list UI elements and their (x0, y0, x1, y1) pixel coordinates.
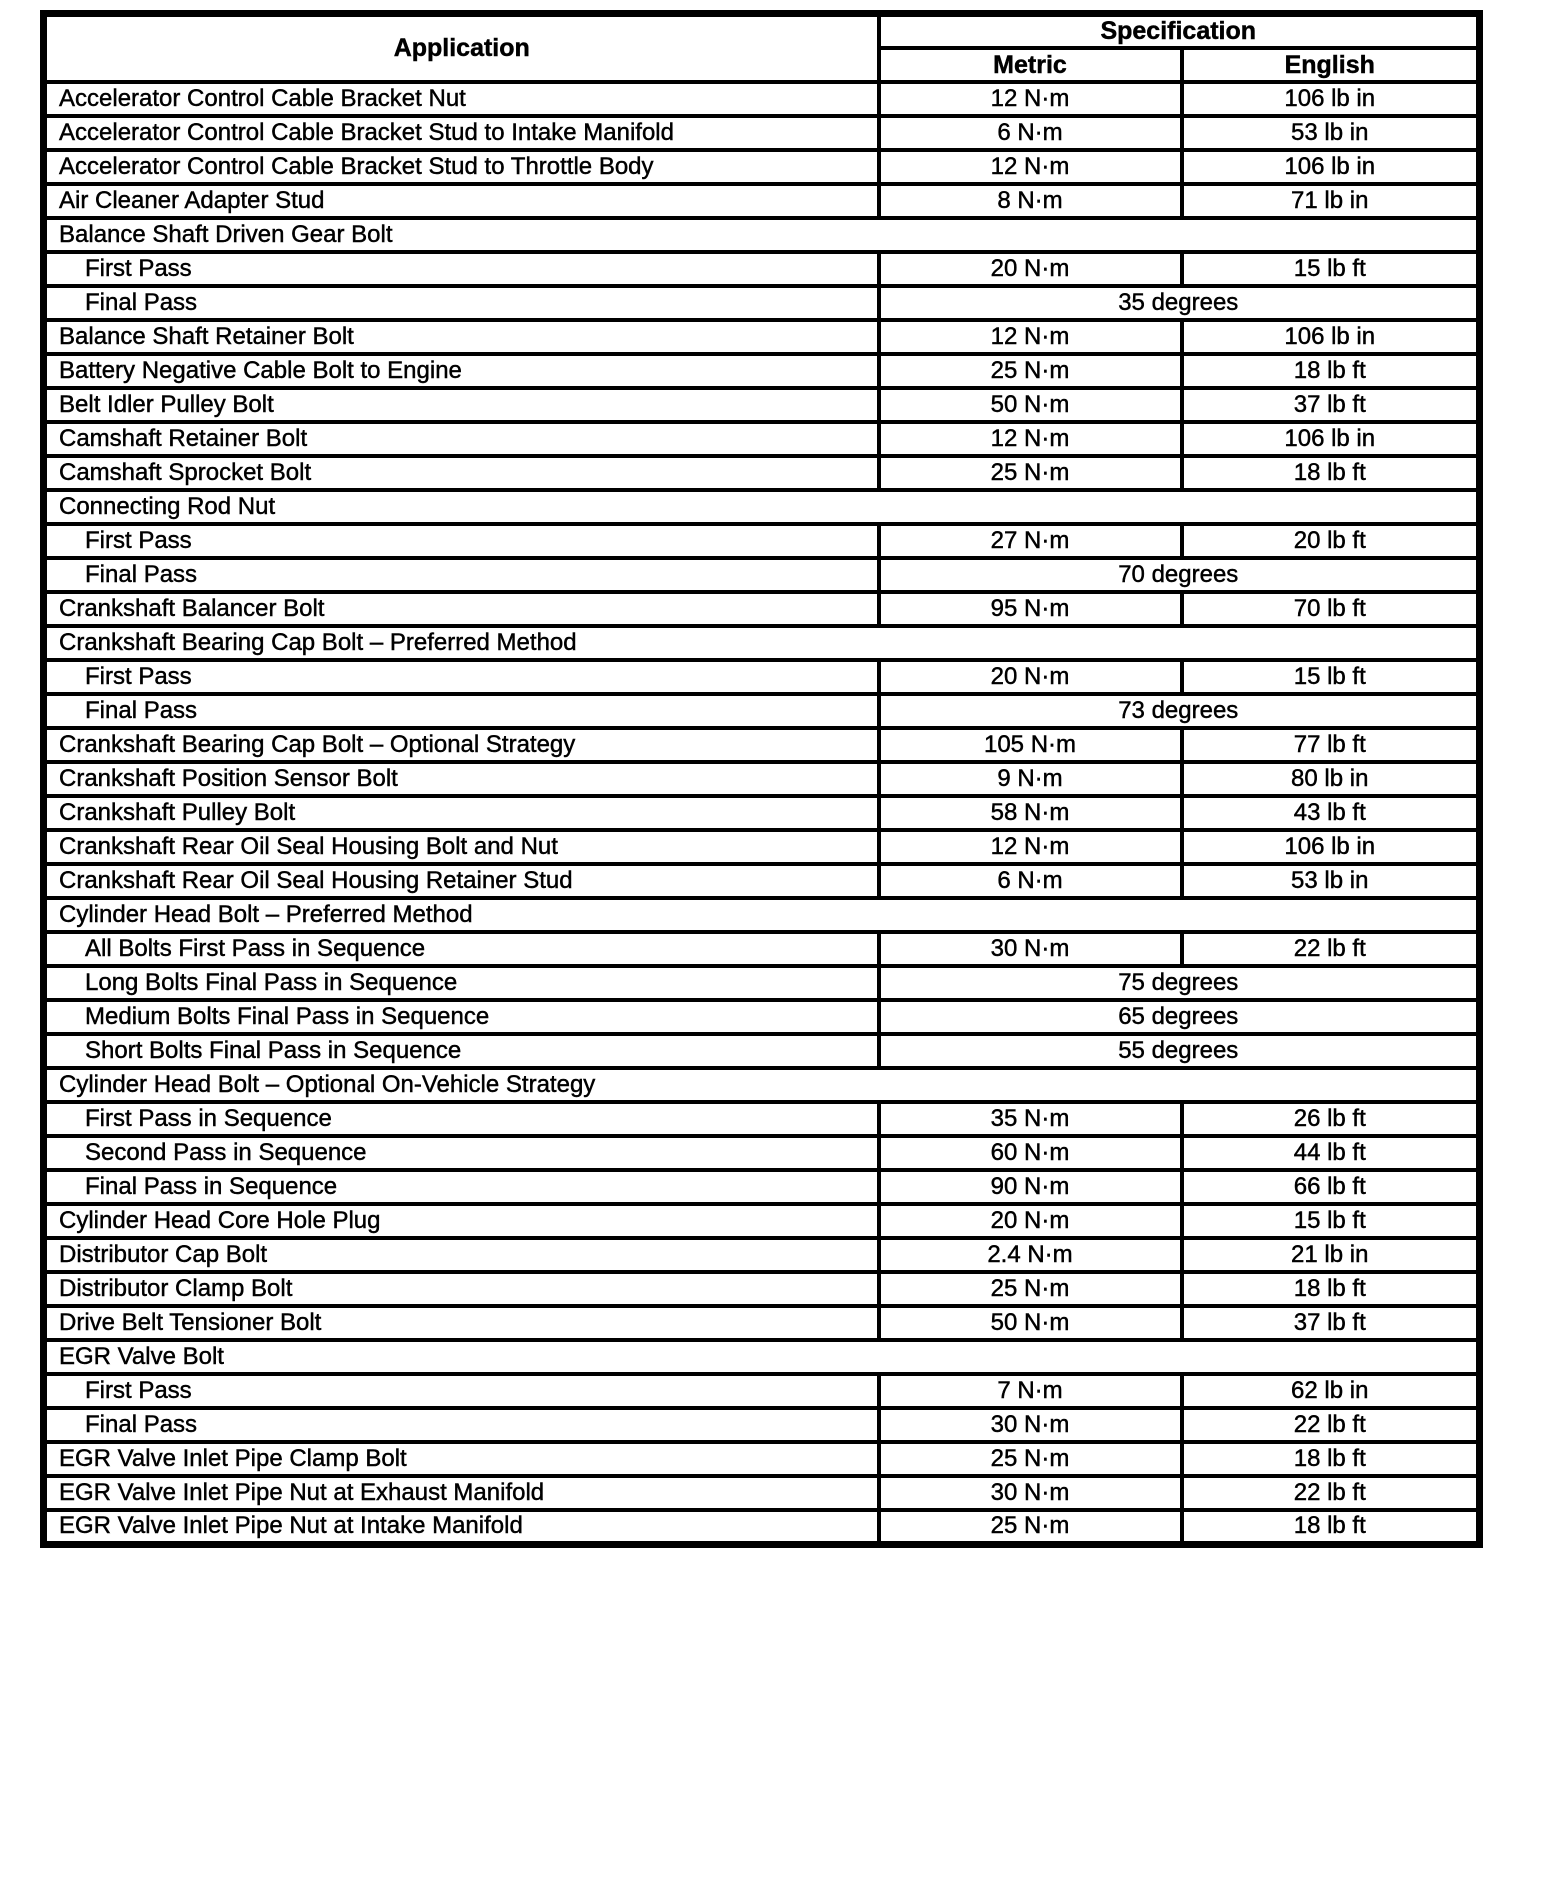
metric-value-cell: 6 N·m (879, 116, 1182, 150)
english-value-cell: 70 lb ft (1182, 592, 1480, 626)
table-row (44, 320, 1480, 354)
english-value-cell: 18 lb ft (1182, 354, 1480, 388)
english-value-cell: 18 lb ft (1182, 1272, 1480, 1306)
application-cell: Crankshaft Position Sensor Bolt (44, 762, 879, 796)
english-value-cell: 71 lb in (1182, 184, 1480, 218)
metric-value-cell: 25 N·m (879, 1510, 1182, 1544)
metric-value-cell: 30 N·m (879, 1476, 1182, 1510)
application-cell: First Pass (44, 1374, 879, 1408)
table-row (44, 864, 1480, 898)
table-row (44, 592, 1480, 626)
english-value-cell: 106 lb in (1182, 320, 1480, 354)
section-label-cell: Cylinder Head Bolt – Optional On-Vehicle Strategy (44, 1068, 1480, 1102)
application-cell: Medium Bolts Final Pass in Sequence (44, 1000, 879, 1034)
table-row (44, 422, 1480, 456)
table-row (44, 1408, 1480, 1442)
application-cell: Crankshaft Rear Oil Seal Housing Retainer Stud (44, 864, 879, 898)
english-value-cell: 62 lb in (1182, 1374, 1480, 1408)
metric-value-cell: 27 N·m (879, 524, 1182, 558)
application-cell: Crankshaft Pulley Bolt (44, 796, 879, 830)
table-row (44, 1442, 1480, 1476)
table-row (44, 1374, 1480, 1408)
metric-value-cell: 12 N·m (879, 422, 1182, 456)
application-cell: Air Cleaner Adapter Stud (44, 184, 879, 218)
application-cell: Battery Negative Cable Bolt to Engine (44, 354, 879, 388)
english-value-cell: 37 lb ft (1182, 388, 1480, 422)
table-row (44, 524, 1480, 558)
application-cell: Accelerator Control Cable Bracket Stud to Throttle Body (44, 150, 879, 184)
english-value-cell: 26 lb ft (1182, 1102, 1480, 1136)
english-value-cell: 18 lb ft (1182, 1510, 1480, 1544)
application-cell: Final Pass in Sequence (44, 1170, 879, 1204)
table-row (44, 1170, 1480, 1204)
metric-value-cell: 20 N·m (879, 1204, 1182, 1238)
table-row (44, 116, 1480, 150)
metric-value-cell: 25 N·m (879, 354, 1182, 388)
metric-value-cell: 25 N·m (879, 456, 1182, 490)
section-row (44, 626, 1480, 660)
table-row (44, 252, 1480, 286)
application-cell: First Pass (44, 524, 879, 558)
english-value-cell: 21 lb in (1182, 1238, 1480, 1272)
metric-value-cell: 8 N·m (879, 184, 1182, 218)
table-row (44, 1476, 1480, 1510)
metric-value-cell: 25 N·m (879, 1442, 1182, 1476)
english-value-cell: 43 lb ft (1182, 796, 1480, 830)
application-cell: Final Pass (44, 694, 879, 728)
table-row (44, 1034, 1480, 1068)
table-row (44, 1306, 1480, 1340)
english-column-header: English (1182, 48, 1480, 82)
section-label-cell: EGR Valve Bolt (44, 1340, 1480, 1374)
english-value-cell: 106 lb in (1182, 150, 1480, 184)
application-cell: Final Pass (44, 1408, 879, 1442)
metric-value-cell: 90 N·m (879, 1170, 1182, 1204)
english-value-cell: 15 lb ft (1182, 660, 1480, 694)
metric-column-header: Metric (879, 48, 1182, 82)
table-row (44, 796, 1480, 830)
table-row (44, 1238, 1480, 1272)
table-row (44, 184, 1480, 218)
english-value-cell: 18 lb ft (1182, 456, 1480, 490)
english-value-cell: 53 lb in (1182, 864, 1480, 898)
metric-value-cell: 58 N·m (879, 796, 1182, 830)
application-cell: Final Pass (44, 286, 879, 320)
metric-value-cell: 6 N·m (879, 864, 1182, 898)
torque-specifications-table (40, 10, 1483, 1548)
application-cell: Long Bolts Final Pass in Sequence (44, 966, 879, 1000)
application-cell: EGR Valve Inlet Pipe Nut at Intake Manifold (44, 1510, 879, 1544)
section-label-cell: Balance Shaft Driven Gear Bolt (44, 218, 1480, 252)
table-row (44, 82, 1480, 116)
spec-table-body (44, 82, 1480, 1544)
metric-value-cell: 12 N·m (879, 150, 1182, 184)
metric-value-cell: 9 N·m (879, 762, 1182, 796)
table-row (44, 762, 1480, 796)
english-value-cell: 37 lb ft (1182, 1306, 1480, 1340)
application-cell: Final Pass (44, 558, 879, 592)
table-header (44, 14, 1480, 83)
metric-value-cell: 7 N·m (879, 1374, 1182, 1408)
application-column-header: Application (44, 14, 879, 83)
english-value-cell: 53 lb in (1182, 116, 1480, 150)
metric-value-cell: 35 N·m (879, 1102, 1182, 1136)
section-row (44, 218, 1480, 252)
table-row (44, 1204, 1480, 1238)
english-value-cell: 44 lb ft (1182, 1136, 1480, 1170)
table-row (44, 1272, 1480, 1306)
english-value-cell: 18 lb ft (1182, 1442, 1480, 1476)
metric-value-cell: 30 N·m (879, 932, 1182, 966)
table-row (44, 1102, 1480, 1136)
table-row (44, 1510, 1480, 1544)
english-value-cell: 20 lb ft (1182, 524, 1480, 558)
table-row (44, 1000, 1480, 1034)
table-row (44, 456, 1480, 490)
application-cell: Balance Shaft Retainer Bolt (44, 320, 879, 354)
english-value-cell: 106 lb in (1182, 82, 1480, 116)
application-cell: Distributor Clamp Bolt (44, 1272, 879, 1306)
section-label-cell: Crankshaft Bearing Cap Bolt – Preferred Method (44, 626, 1480, 660)
metric-value-cell: 20 N·m (879, 660, 1182, 694)
table-row (44, 728, 1480, 762)
metric-value-cell: 12 N·m (879, 320, 1182, 354)
spec-span-value-cell: 75 degrees (879, 966, 1480, 1000)
application-cell: Crankshaft Balancer Bolt (44, 592, 879, 626)
section-row (44, 1068, 1480, 1102)
section-row (44, 490, 1480, 524)
metric-value-cell: 12 N·m (879, 830, 1182, 864)
application-cell: Accelerator Control Cable Bracket Nut (44, 82, 879, 116)
metric-value-cell: 105 N·m (879, 728, 1182, 762)
spec-span-value-cell: 55 degrees (879, 1034, 1480, 1068)
english-value-cell: 80 lb in (1182, 762, 1480, 796)
metric-value-cell: 60 N·m (879, 1136, 1182, 1170)
metric-value-cell: 2.4 N·m (879, 1238, 1182, 1272)
section-label-cell: Connecting Rod Nut (44, 490, 1480, 524)
application-cell: First Pass in Sequence (44, 1102, 879, 1136)
table-row (44, 660, 1480, 694)
english-value-cell: 22 lb ft (1182, 932, 1480, 966)
application-cell: Accelerator Control Cable Bracket Stud to Intake Manifold (44, 116, 879, 150)
english-value-cell: 106 lb in (1182, 830, 1480, 864)
application-cell: Belt Idler Pulley Bolt (44, 388, 879, 422)
english-value-cell: 15 lb ft (1182, 1204, 1480, 1238)
metric-value-cell: 95 N·m (879, 592, 1182, 626)
specification-header: Specification (879, 14, 1480, 49)
application-cell: Drive Belt Tensioner Bolt (44, 1306, 879, 1340)
metric-value-cell: 25 N·m (879, 1272, 1182, 1306)
metric-value-cell: 50 N·m (879, 1306, 1182, 1340)
metric-value-cell: 12 N·m (879, 82, 1182, 116)
english-value-cell: 15 lb ft (1182, 252, 1480, 286)
header-row-specification (44, 14, 1480, 49)
application-cell: Crankshaft Rear Oil Seal Housing Bolt and Nut (44, 830, 879, 864)
application-cell: Short Bolts Final Pass in Sequence (44, 1034, 879, 1068)
application-cell: Cylinder Head Core Hole Plug (44, 1204, 879, 1238)
metric-value-cell: 20 N·m (879, 252, 1182, 286)
spec-span-value-cell: 73 degrees (879, 694, 1480, 728)
application-cell: Crankshaft Bearing Cap Bolt – Optional Strategy (44, 728, 879, 762)
table-row (44, 150, 1480, 184)
application-cell: Second Pass in Sequence (44, 1136, 879, 1170)
table-row (44, 558, 1480, 592)
english-value-cell: 22 lb ft (1182, 1476, 1480, 1510)
table-row (44, 694, 1480, 728)
english-value-cell: 22 lb ft (1182, 1408, 1480, 1442)
application-cell: First Pass (44, 660, 879, 694)
spec-span-value-cell: 65 degrees (879, 1000, 1480, 1034)
application-cell: All Bolts First Pass in Sequence (44, 932, 879, 966)
application-cell: Camshaft Retainer Bolt (44, 422, 879, 456)
table-row (44, 1136, 1480, 1170)
section-label-cell: Cylinder Head Bolt – Preferred Method (44, 898, 1480, 932)
metric-value-cell: 30 N·m (879, 1408, 1182, 1442)
table-row (44, 286, 1480, 320)
application-cell: Camshaft Sprocket Bolt (44, 456, 879, 490)
section-row (44, 898, 1480, 932)
english-value-cell: 106 lb in (1182, 422, 1480, 456)
table-row (44, 388, 1480, 422)
table-row (44, 932, 1480, 966)
application-cell: First Pass (44, 252, 879, 286)
english-value-cell: 66 lb ft (1182, 1170, 1480, 1204)
table-row (44, 354, 1480, 388)
metric-value-cell: 50 N·m (879, 388, 1182, 422)
application-cell: EGR Valve Inlet Pipe Clamp Bolt (44, 1442, 879, 1476)
table-row (44, 966, 1480, 1000)
table-row (44, 830, 1480, 864)
application-cell: EGR Valve Inlet Pipe Nut at Exhaust Manifold (44, 1476, 879, 1510)
application-cell: Distributor Cap Bolt (44, 1238, 879, 1272)
section-row (44, 1340, 1480, 1374)
spec-span-value-cell: 35 degrees (879, 286, 1480, 320)
spec-span-value-cell: 70 degrees (879, 558, 1480, 592)
english-value-cell: 77 lb ft (1182, 728, 1480, 762)
